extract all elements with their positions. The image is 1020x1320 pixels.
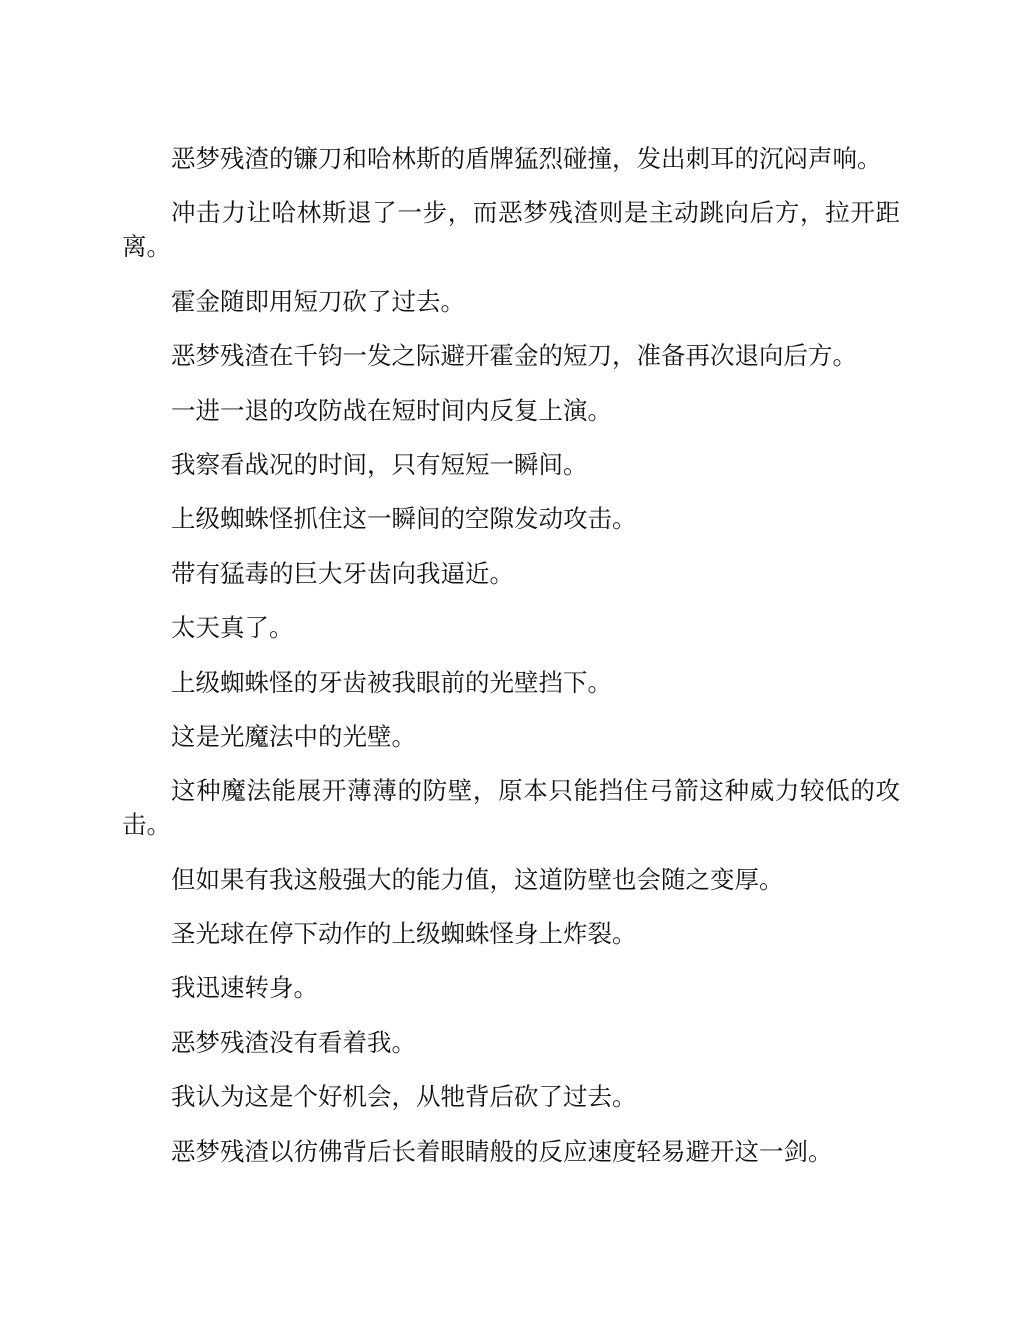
paragraph: 带有猛毒的巨大牙齿向我逼近。 <box>171 558 514 588</box>
paragraph: 霍金随即用短刀砍了过去。 <box>171 286 465 316</box>
paragraph: 太天真了。 <box>171 613 294 643</box>
paragraph: 圣光球在停下动作的上级蜘蛛怪身上炸裂。 <box>171 919 637 949</box>
paragraph: 我察看战况的时间，只有短短一瞬间。 <box>171 449 588 479</box>
paragraph: 恶梦残渣没有看着我。 <box>171 1027 416 1057</box>
paragraph: 恶梦残渣以彷佛背后长着眼睛般的反应速度轻易避开这一剑。 <box>171 1136 833 1166</box>
paragraph: 恶梦残渣在千钧一发之际避开霍金的短刀，准备再次退向后方。 <box>171 341 857 371</box>
paragraph: 但如果有我这般强大的能力值，这道防壁也会随之变厚。 <box>171 864 784 894</box>
paragraph: 我迅速转身。 <box>171 973 318 1003</box>
paragraph: 我认为这是个好机会，从牠背后砍了过去。 <box>171 1082 637 1112</box>
paragraph: 一进一退的攻防战在短时间内反复上演。 <box>171 395 612 425</box>
paragraph: 恶梦残渣的镰刀和哈林斯的盾牌猛烈碰撞，发出刺耳的沉闷声响。 <box>171 144 882 173</box>
paragraph: 这种魔法能展开薄薄的防壁，原本只能挡住弓箭这种威力较低的攻击。 <box>122 776 900 840</box>
paragraph: 冲击力让哈林斯退了一步，而恶梦残渣则是主动跳向后方，拉开距离。 <box>122 198 900 262</box>
paragraph: 这是光魔法中的光壁。 <box>171 721 416 751</box>
body-text <box>122 142 900 1189</box>
paragraph: 上级蜘蛛怪的牙齿被我眼前的光壁挡下。 <box>171 667 612 697</box>
paragraph: 上级蜘蛛怪抓住这一瞬间的空隙发动攻击。 <box>171 504 637 534</box>
